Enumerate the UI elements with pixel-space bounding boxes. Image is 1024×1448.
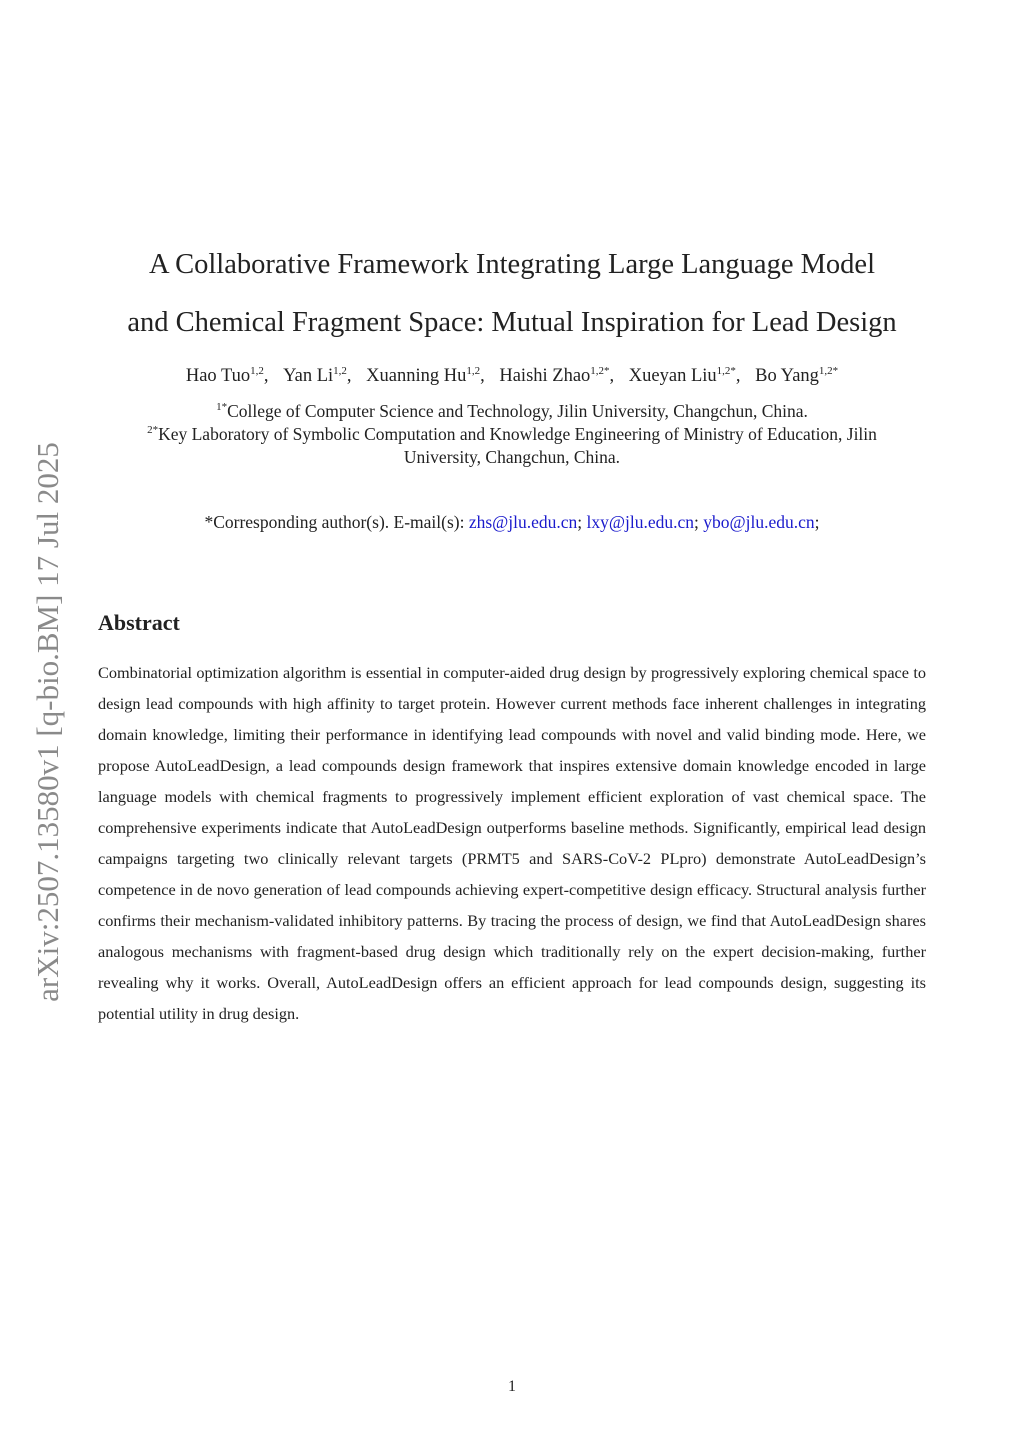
paper-title: [0, 236, 1024, 352]
page-number: 1: [508, 1378, 516, 1395]
author-name: Xueyan Liu: [628, 366, 717, 386]
affiliation-mark: 2*: [147, 424, 159, 436]
author-separator: ,: [735, 366, 741, 386]
abstract-heading: Abstract: [98, 610, 180, 635]
author: [629, 366, 741, 386]
email-separator: ;: [814, 512, 820, 532]
author: [186, 366, 269, 386]
author-separator: ,: [346, 366, 352, 386]
affiliations: [120, 400, 904, 469]
affiliation-text: College of Computer Science and Technology, Jilin University, Changchun, China.: [227, 401, 808, 421]
arxiv-identifier: arXiv:2507.13580v1 [q-bio.BM] 17 Jul 2025: [30, 442, 65, 1002]
author: [366, 366, 485, 386]
author: [755, 366, 838, 386]
author-name: Yan Li: [283, 366, 334, 386]
author-list: [0, 366, 1024, 387]
affiliation-1: [120, 400, 904, 423]
author-separator: ,: [609, 366, 615, 386]
affiliation-text: Key Laboratory of Symbolic Computation and Knowledge Engineering of Ministry of Education, Jilin University, Changchun, China.: [158, 424, 877, 467]
email-separator: ;: [577, 512, 583, 532]
title-line-1: A Collaborative Framework Integrating Large Language Model: [149, 249, 875, 280]
author-name: Bo Yang: [755, 366, 819, 386]
author: [499, 366, 614, 386]
author-name: Xuanning Hu: [366, 366, 467, 386]
abstract-body: Combinatorial optimization algorithm is essential in computer-aided drug design by progressively exploring chemical space to design lead compounds with high affinity to target protein. However current methods face inherent challenges in integrating domain knowledge, limiting their performance in identifying lead compounds with novel and valid binding mode. Here, we propose AutoLeadDesign, a lead compounds design framework that inspires extensive domain knowledge encoded in large language models with chemical fragments to progressively implement efficient exploration of vast chemical space. The comprehensive experiments indicate that AutoLeadDesign outperforms baseline methods. Significantly, empirical lead design campaigns targeting two clinically relevant targets (PRMT5 and SARS-CoV-2 PLpro) demonstrate AutoLeadDesign’s competence in de novo generation of lead compounds achieving expert-competitive design efficacy. Structural analysis further confirms their mechanism-validated inhibitory patterns. By tracing the process of design, we find that AutoLeadDesign shares analogous mechanisms with fragment-based drug design which traditionally rely on the expert decision-making, further revealing why it works. Overall, AutoLeadDesign offers an efficient approach for lead compounds design, suggesting its potential utility in drug design.: [98, 663, 926, 1023]
author-separator: ,: [263, 366, 269, 386]
author-name: Haishi Zhao: [499, 366, 591, 386]
author-affiliation-mark: 1,2*: [716, 365, 736, 377]
corresponding-authors: [0, 512, 1024, 533]
author-affiliation-mark: 1,2: [333, 365, 347, 377]
email-link-ybo[interactable]: ybo@jlu.edu.cn: [703, 512, 815, 532]
author-affiliation-mark: 1,2*: [818, 365, 839, 377]
author-affiliation-mark: 1,2: [250, 365, 264, 377]
author-affiliation-mark: 1,2*: [590, 365, 610, 377]
email-link-lxy[interactable]: lxy@jlu.edu.cn: [586, 512, 695, 532]
email-separator: ;: [694, 512, 699, 532]
author-separator: ,: [480, 366, 485, 386]
affiliation-2: [120, 423, 904, 469]
author-name: Hao Tuo: [185, 366, 251, 386]
affiliation-mark: 1*: [216, 401, 228, 413]
title-line-2: and Chemical Fragment Space: Mutual Inspiration for Lead Design: [127, 307, 897, 338]
email-link-zhs[interactable]: zhs@jlu.edu.cn: [468, 512, 578, 532]
author: [283, 366, 351, 386]
corresponding-label: *Corresponding author(s). E-mail(s):: [204, 512, 469, 532]
author-affiliation-mark: 1,2: [466, 365, 481, 377]
